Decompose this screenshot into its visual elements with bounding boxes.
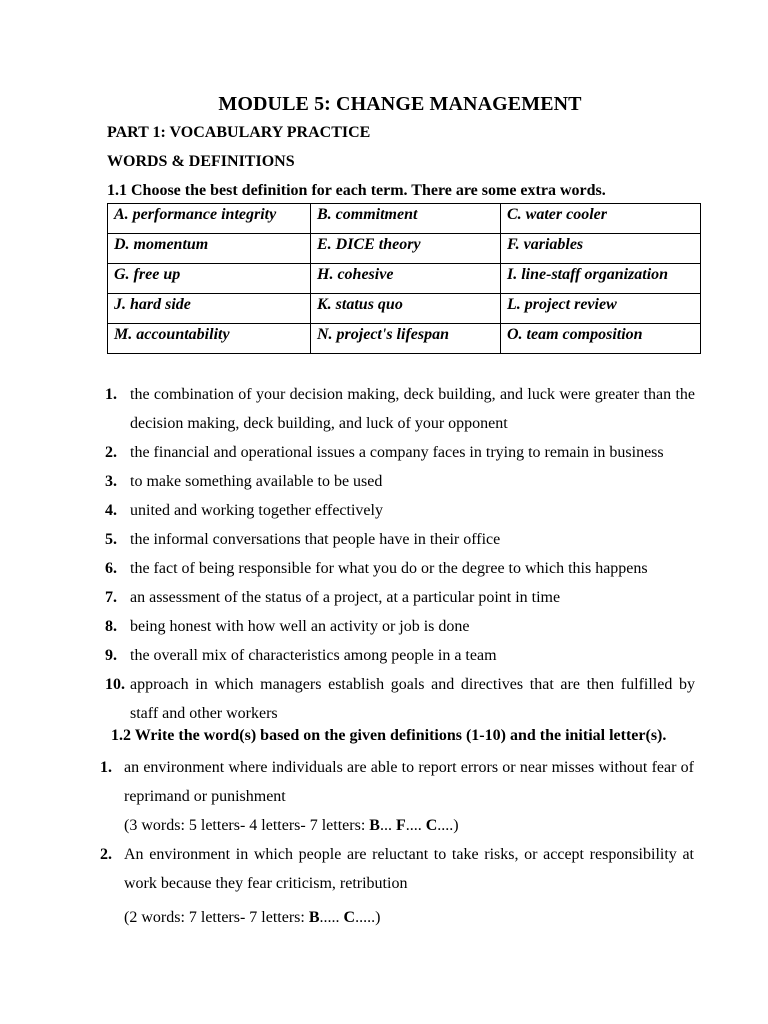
exercise-item	[100, 840, 694, 932]
term-cell: G. free up	[108, 264, 311, 294]
term-cell: J. hard side	[108, 294, 311, 324]
exercise-number: 2.	[100, 846, 112, 863]
definition-item	[105, 496, 695, 525]
hint-initial-letter: F	[395, 817, 406, 834]
exercise-text: An environment in which people are reluctant to take risks, or accept responsibility at work because they fear criticism, retribution	[124, 846, 694, 892]
definition-text: united and working together effectively	[130, 502, 383, 519]
exercise-text: an environment where individuals are able to report errors or near misses without fear of reprimand or punishment	[124, 759, 694, 805]
term-cell: K. status quo	[311, 294, 501, 324]
definition-item	[105, 554, 695, 583]
hint-dots: ...	[379, 817, 396, 834]
hint-dots: ....	[405, 817, 426, 834]
term-cell: N. project's lifespan	[311, 324, 501, 354]
term-cell: F. variables	[501, 234, 701, 264]
section-heading: WORDS & DEFINITIONS	[107, 153, 295, 170]
term-cell: E. DICE theory	[311, 234, 501, 264]
definition-number: 4.	[105, 502, 117, 519]
part-heading: PART 1: VOCABULARY PRACTICE	[107, 124, 371, 141]
definition-text: the overall mix of characteristics among people in a team	[130, 647, 497, 664]
definition-item	[105, 670, 695, 728]
hint-dots: ....)	[437, 817, 459, 834]
term-cell: A. performance integrity	[108, 204, 311, 234]
hint-prefix: (3 words: 5 letters- 4 letters- 7 letters:	[124, 817, 370, 834]
terms-row	[108, 294, 701, 324]
definition-text: being honest with how well an activity or job is done	[130, 618, 470, 635]
hint-initial-letter: C	[343, 909, 356, 926]
terms-row	[108, 264, 701, 294]
terms-row	[108, 324, 701, 354]
definition-number: 5.	[105, 531, 117, 548]
definition-item	[105, 438, 695, 467]
definition-item	[105, 612, 695, 641]
term-cell: B. commitment	[311, 204, 501, 234]
terms-row	[108, 234, 701, 264]
term-cell: D. momentum	[108, 234, 311, 264]
page-title: MODULE 5: CHANGE MANAGEMENT	[218, 93, 582, 115]
definition-number: 7.	[105, 589, 117, 606]
definition-number: 8.	[105, 618, 117, 635]
exercise-1-2-list	[100, 753, 694, 932]
letter-hint	[124, 903, 694, 932]
definition-number: 3.	[105, 473, 117, 490]
definition-text: the combination of your decision making, deck building, and luck were greater than the decision making, deck building, and luck of your opponent	[130, 386, 695, 432]
exercise-1-1-instruction: 1.1 Choose the best definition for each term. There are some extra words.	[107, 182, 606, 199]
hint-prefix: (2 words: 7 letters- 7 letters:	[124, 909, 309, 926]
definitions-list	[105, 380, 695, 728]
exercise-1-2-instruction: 1.2 Write the word(s) based on the given definitions (1-10) and the initial letter(s).	[111, 727, 667, 744]
definition-item	[105, 641, 695, 670]
term-cell: M. accountability	[108, 324, 311, 354]
definition-item	[105, 583, 695, 612]
letter-hint	[124, 811, 694, 840]
term-cell: H. cohesive	[311, 264, 501, 294]
terms-table	[107, 203, 701, 354]
hint-initial-letter: C	[425, 817, 438, 834]
definition-text: to make something available to be used	[130, 473, 383, 490]
terms-row	[108, 204, 701, 234]
hint-dots: .....)	[355, 909, 381, 926]
definition-text: approach in which managers establish goals and directives that are then fulfilled by staff and other workers	[130, 676, 695, 722]
definition-item	[105, 467, 695, 496]
definition-text: the financial and operational issues a company faces in trying to remain in business	[130, 444, 664, 461]
term-cell: I. line-staff organization	[501, 264, 701, 294]
definition-number: 9.	[105, 647, 117, 664]
definition-item	[105, 380, 695, 438]
term-cell: C. water cooler	[501, 204, 701, 234]
definition-text: the informal conversations that people have in their office	[130, 531, 501, 548]
definition-number: 2.	[105, 444, 117, 461]
term-cell: L. project review	[501, 294, 701, 324]
hint-initial-letter: B	[308, 909, 320, 926]
exercise-item	[100, 753, 694, 840]
hint-initial-letter: B	[369, 817, 380, 834]
term-cell: O. team composition	[501, 324, 701, 354]
hint-dots: .....	[319, 909, 344, 926]
definition-item	[105, 525, 695, 554]
definition-number: 10.	[105, 676, 125, 693]
definition-text: an assessment of the status of a project, at a particular point in time	[130, 589, 561, 606]
definition-text: the fact of being responsible for what you do or the degree to which this happens	[130, 560, 648, 577]
definition-number: 1.	[105, 386, 117, 403]
exercise-number: 1.	[100, 759, 112, 776]
definition-number: 6.	[105, 560, 117, 577]
